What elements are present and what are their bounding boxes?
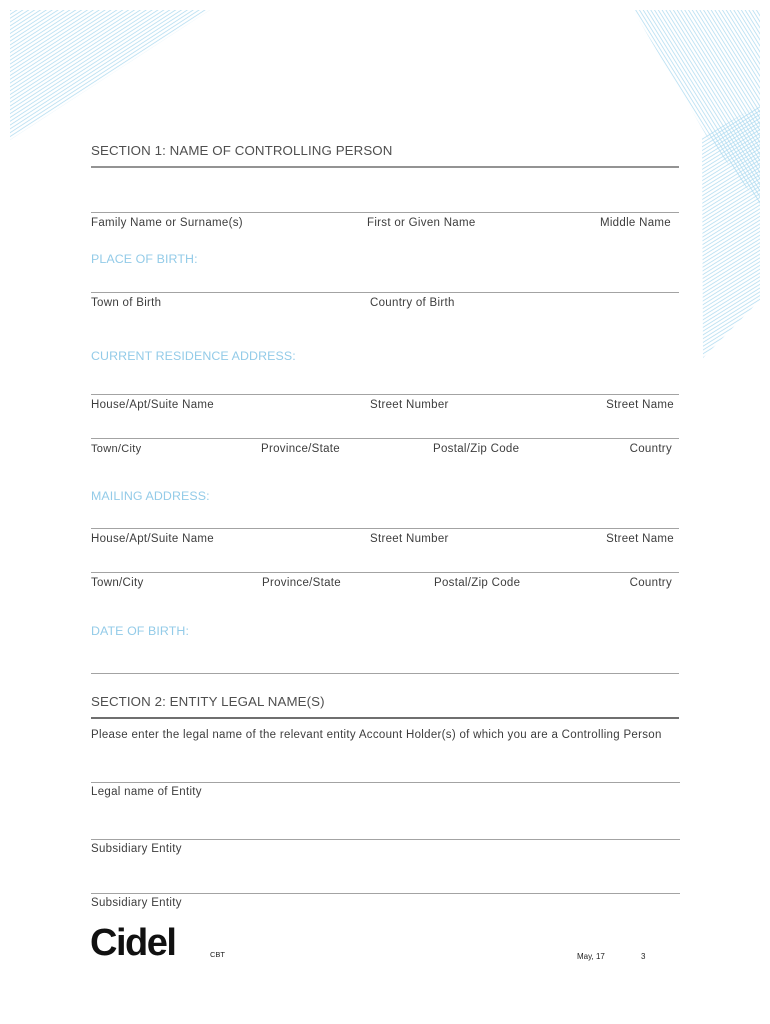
name-row-line <box>91 212 679 213</box>
residence-house-apt-suite-label: House/Apt/Suite Name <box>91 399 214 411</box>
residence-country-label: Country <box>629 443 672 455</box>
mailing-street-number-input[interactable] <box>368 504 600 526</box>
mailing-town-city-input[interactable] <box>91 548 257 570</box>
residence-street-number-label: Street Number <box>370 399 449 411</box>
subsidiary-entity-1-input[interactable] <box>91 813 680 837</box>
place-of-birth-line <box>91 292 679 293</box>
date-of-birth-input[interactable] <box>91 647 679 671</box>
town-of-birth-input[interactable] <box>91 268 366 290</box>
section-1-heading: SECTION 1: NAME OF CONTROLLING PERSON <box>91 143 393 158</box>
mailing-house-apt-suite-label: House/Apt/Suite Name <box>91 533 214 545</box>
page-number: 3 <box>641 952 646 961</box>
mailing-town-city-label: Town/City <box>91 577 144 589</box>
hatch-triangle-top-left <box>10 10 210 140</box>
place-of-birth-heading: PLACE OF BIRTH: <box>91 252 198 266</box>
mailing-street-line <box>91 528 679 529</box>
mailing-province-state-label: Province/State <box>262 577 341 589</box>
hatch-band-lower <box>702 104 760 358</box>
residence-street-line <box>91 394 679 395</box>
residence-country-input[interactable] <box>620 414 679 436</box>
decorative-hatch-top-left <box>0 0 220 150</box>
first-name-label: First or Given Name <box>367 217 476 229</box>
family-name-label: Family Name or Surname(s) <box>91 217 243 229</box>
town-of-birth-label: Town of Birth <box>91 297 162 309</box>
family-name-input[interactable] <box>91 188 363 210</box>
mailing-street-name-input[interactable] <box>602 504 679 526</box>
section-1-underline <box>91 166 679 168</box>
subsidiary-entity-2-input[interactable] <box>91 867 680 891</box>
residence-postal-zip-label: Postal/Zip Code <box>433 443 520 455</box>
section-2-instruction: Please enter the legal name of the relevant entity Account Holder(s) of which you are a Controlling Person <box>91 729 662 741</box>
residence-province-state-input[interactable] <box>259 414 429 436</box>
date-of-birth-heading: DATE OF BIRTH: <box>91 624 190 638</box>
subsidiary-entity-1-line <box>91 839 680 840</box>
current-residence-heading: CURRENT RESIDENCE ADDRESS: <box>91 349 296 363</box>
mailing-country-input[interactable] <box>620 548 679 570</box>
revision-date: May, 17 <box>577 952 605 961</box>
legal-entity-name-input[interactable] <box>91 756 680 780</box>
residence-province-state-label: Province/State <box>261 443 340 455</box>
mailing-house-apt-suite-input[interactable] <box>91 504 366 526</box>
section-2-heading: SECTION 2: ENTITY LEGAL NAME(S) <box>91 694 325 709</box>
mailing-street-number-label: Street Number <box>370 533 449 545</box>
legal-entity-line <box>91 782 680 783</box>
mailing-locality-line <box>91 572 679 573</box>
first-name-input[interactable] <box>365 188 593 210</box>
mailing-country-label: Country <box>629 577 672 589</box>
middle-name-input[interactable] <box>595 188 679 210</box>
subsidiary-entity-1-label: Subsidiary Entity <box>91 843 182 855</box>
mailing-postal-zip-input[interactable] <box>431 548 618 570</box>
legal-entity-label: Legal name of Entity <box>91 786 202 798</box>
mailing-postal-zip-label: Postal/Zip Code <box>434 577 521 589</box>
country-of-birth-input[interactable] <box>368 268 679 290</box>
hatch-band-upper <box>633 10 760 205</box>
date-of-birth-line <box>91 673 679 674</box>
middle-name-label: Middle Name <box>599 217 671 229</box>
residence-locality-line <box>91 438 679 439</box>
mailing-address-heading: MAILING ADDRESS: <box>91 489 210 503</box>
mailing-province-state-input[interactable] <box>259 548 429 570</box>
subsidiary-entity-2-label: Subsidiary Entity <box>91 897 182 909</box>
residence-street-name-input[interactable] <box>602 370 679 392</box>
country-of-birth-label: Country of Birth <box>370 297 455 309</box>
residence-house-apt-suite-input[interactable] <box>91 370 366 392</box>
residence-postal-zip-input[interactable] <box>431 414 618 436</box>
subsidiary-entity-2-line <box>91 893 680 894</box>
decorative-hatch-top-right <box>620 0 770 370</box>
mailing-street-name-label: Street Name <box>606 533 674 545</box>
residence-town-city-label: Town/City <box>91 443 142 455</box>
residence-street-number-input[interactable] <box>368 370 600 392</box>
section-2-underline <box>91 717 679 719</box>
cidel-logo: Cidel <box>90 922 176 964</box>
residence-street-name-label: Street Name <box>606 399 674 411</box>
residence-town-city-input[interactable] <box>91 414 257 436</box>
form-code: CBT <box>210 950 225 959</box>
